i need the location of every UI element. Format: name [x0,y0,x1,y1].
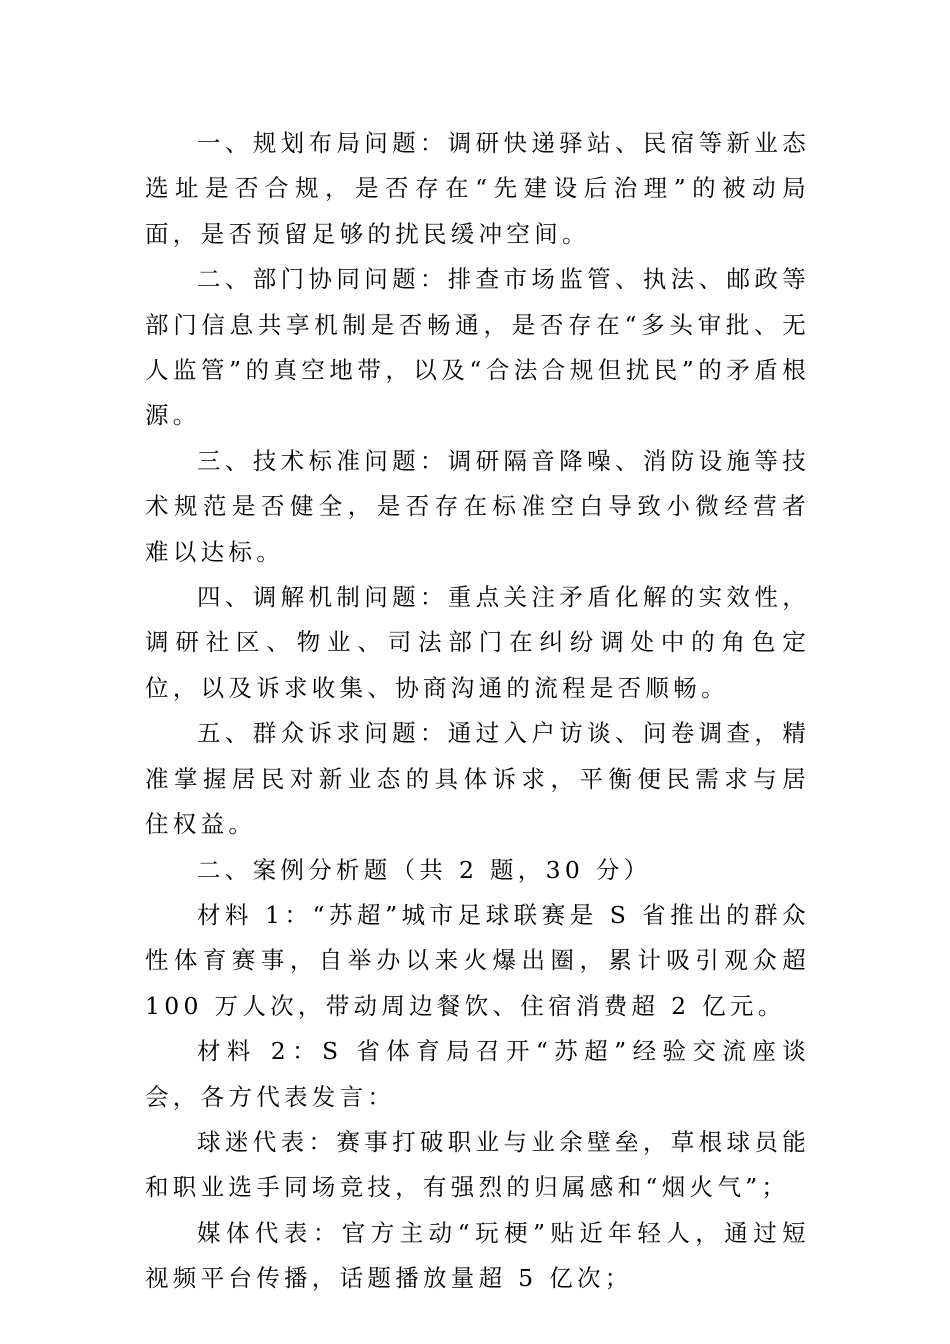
paragraph-technical-standards: 三、技术标准问题：调研隔音降噪、消防设施等技术规范是否健全，是否存在标准空白导致小微经营者难以达标。 [145,446,810,566]
paragraph-material-2: 材料 2：S 省体育局召开“苏超”经验交流座谈会，各方代表发言： [145,1037,810,1111]
document-body [145,121,810,1302]
section-heading-case-analysis: 二、案例分析题（共 2 题，30 分） [197,855,652,884]
paragraph-planning-layout: 一、规划布局问题：调研快递驿站、民宿等新业态选址是否合规，是否存在“先建设后治理”的被动局面，是否预留足够的扰民缓冲空间。 [145,129,810,248]
paragraph-department-coordination: 二、部门协同问题：排查市场监管、执法、邮政等部门信息共享机制是否畅通，是否存在“多头审批、无人监管”的真空地带，以及“合法合规但扰民”的矛盾根源。 [145,265,810,430]
paragraph-material-1: 材料 1：“苏超”城市足球联赛是 S 省推出的群众性体育赛事，自举办以来火爆出圈，累计吸引观众超 100 万人次，带动周边餐饮、住宿消费超 2 亿元。 [145,900,810,1020]
paragraph-public-demands: 五、群众诉求问题：通过入户访谈、问卷调查，精准掌握居民对新业态的具体诉求，平衡便民需求与居住权益。 [145,719,810,839]
paragraph-fan-representative: 球迷代表：赛事打破职业与业余壁垒，草根球员能和职业选手同场竞技，有强烈的归属感和“烟火气”； [145,1127,810,1202]
paragraph-media-representative: 媒体代表：官方主动“玩梗”贴近年轻人，通过短视频平台传播，话题播放量超 5 亿次； [145,1218,810,1293]
paragraph-mediation-mechanism: 四、调解机制问题：重点关注矛盾化解的实效性，调研社区、物业、司法部门在纠纷调处中的角色定位，以及诉求收集、协商沟通的流程是否顺畅。 [145,583,810,702]
